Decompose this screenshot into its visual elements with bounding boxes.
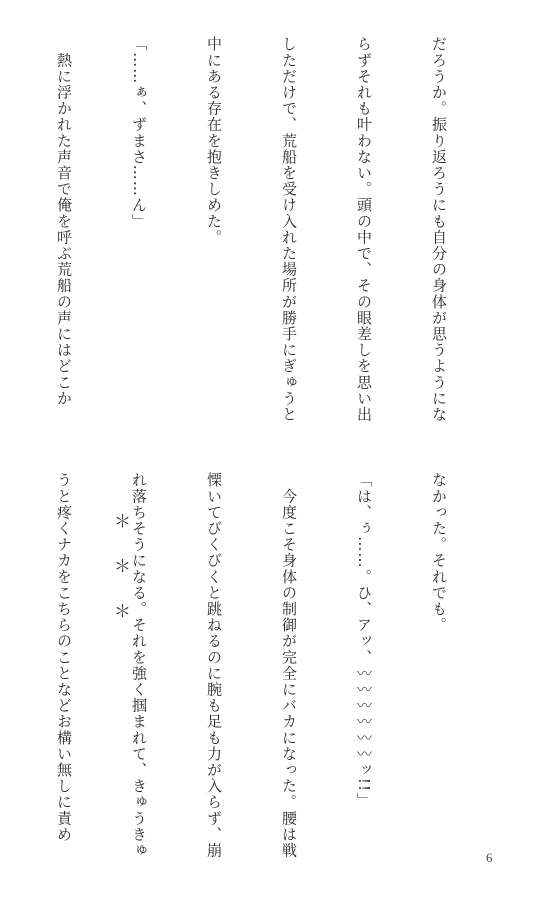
text-line — [0, 472, 1, 842]
text-block-lower — [0, 472, 501, 859]
scene-break-asterisks: ＊＊＊ — [110, 512, 130, 647]
text-line: なかった。それでも。 — [430, 472, 448, 633]
text-line: だろうか。振り返ろうにも自分の身体が思うようにな — [430, 36, 448, 423]
text-block-upper — [0, 36, 501, 436]
text-line: 「……ぁ、ずまさ……ん」 — [130, 36, 148, 230]
text-line: 慄いてびくびくと跳ねるのに腕も足も力が入らず、崩 — [205, 472, 223, 859]
text-line: 「は、ぅ……。ひ、アッ、〰〰〰〰〰〰ッ!!」 — [355, 472, 373, 809]
text-line: しただけで、荒船を受け入れた場所が勝手にぎゅうと — [280, 36, 298, 423]
text-line: れ落ちそうになる。それを強く掴まれて、きゅうきゅ — [130, 472, 148, 859]
text-line: 熱に浮かれた声音で俺を呼ぶ荒船の声にはどこか — [55, 36, 73, 407]
page-number: 6 — [486, 850, 493, 865]
text-line: 中にある存在を抱きしめた。 — [205, 36, 223, 246]
text-line: うと疼くナカをこちらのことなどお構い無しに責め — [55, 472, 73, 843]
text-line — [0, 36, 1, 436]
text-line: 今度こそ身体の制御が完全にバカになった。腰は戦 — [280, 472, 298, 859]
text-line: らずそれも叶わない。頭の中で、その眼差しを思い出 — [355, 36, 373, 423]
